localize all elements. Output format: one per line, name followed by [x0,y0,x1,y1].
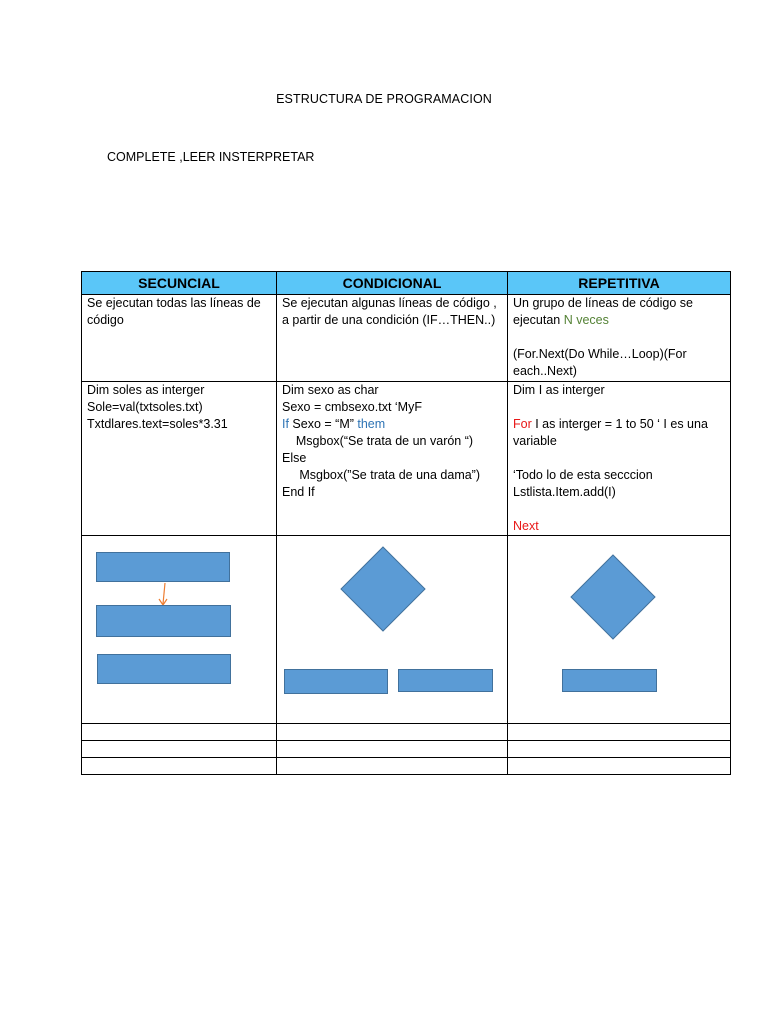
desc-repetitiva-text: Un grupo de líneas de código se ejecutan [513,296,693,327]
diagram-condicional [277,536,508,724]
code-line: Lstlista.Item.add(I) [513,485,616,499]
if-keyword: If [282,417,289,431]
code-line: Dim I as interger [513,383,605,397]
desc-secuencial: Se ejecutan todas las líneas de código [82,295,277,382]
header-secuencial: SECUNCIAL [82,272,277,295]
code-line: Else [282,451,307,465]
code-secuencial [82,382,277,536]
code-line: Msgbox(”Se trata de una dama”) [282,468,481,482]
table-row [82,758,731,775]
code-line: End If [282,485,315,499]
header-condicional: CONDICIONAL [277,272,508,295]
code-line-for [513,416,725,450]
process-box [398,669,493,692]
code-line: Sexo = cmbsexo.txt ‘MyF [282,400,422,414]
empty-cell [82,758,277,775]
process-box [96,552,230,582]
code-condicional [277,382,508,536]
diagram-secuencial [82,536,277,724]
code-line: Txtdlares.text=soles*3.31 [87,417,228,431]
description-row [82,295,731,382]
desc-repetitiva-note: (For.Next(Do While…Loop)(For each..Next) [513,347,687,378]
if-condition: Sexo = “M” [288,417,358,431]
empty-cell [277,741,508,758]
desc-repetitiva-highlight: N veces [563,313,609,327]
empty-cell [277,758,508,775]
empty-cell [508,741,731,758]
next-keyword: Next [513,519,539,533]
empty-cell [82,724,277,741]
code-line: Dim soles as interger [87,383,205,397]
code-line: Msgbox(“Se trata de un varón “) [282,434,474,448]
diagram-row [82,536,731,724]
document-subtitle: COMPLETE ,LEER INSTERPRETAR [107,150,315,164]
code-line: Sole=val(txtsoles.txt) [87,400,203,414]
table-row [82,741,731,758]
header-repetitiva: REPETITIVA [508,272,731,295]
desc-condicional: Se ejecutan algunas líneas de código , a partir de una condición (IF…THEN..) [277,295,508,382]
desc-repetitiva [508,295,731,382]
then-keyword: them [357,417,386,431]
empty-cell [277,724,508,741]
code-row [82,382,731,536]
table-row [82,724,731,741]
document-title: ESTRUCTURA DE PROGRAMACION [276,92,492,106]
empty-cell [508,724,731,741]
code-line: ‘Todo lo de esta secccion [513,468,653,482]
empty-cell [82,741,277,758]
structures-table [81,271,731,775]
for-rest: I as interger = 1 to 50 ‘ I es una variable [513,417,708,448]
code-line: Dim sexo as char [282,383,379,397]
process-box [562,669,657,692]
process-box [284,669,388,694]
process-box [96,605,231,637]
decision-diamond [340,546,426,632]
decision-diamond [570,554,656,640]
empty-cell [508,758,731,775]
for-keyword: For [513,417,532,431]
process-box [97,654,231,684]
code-line-if [282,416,502,433]
code-repetitiva [508,382,731,536]
table-header-row [82,272,731,295]
diagram-repetitiva [508,536,731,724]
